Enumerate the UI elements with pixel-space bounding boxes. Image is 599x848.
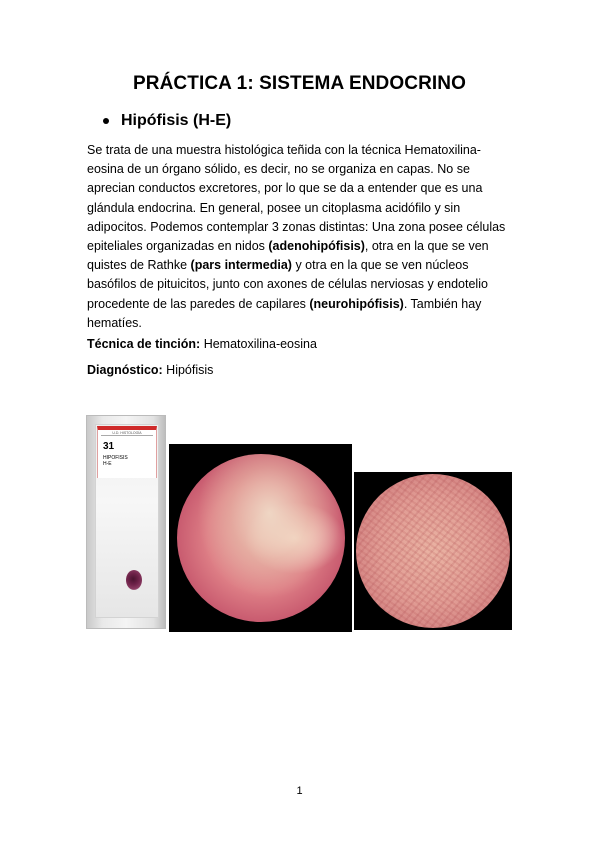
page-title: PRÁCTICA 1: SISTEMA ENDOCRINO xyxy=(133,73,466,94)
slide-label-number: 31 xyxy=(103,441,115,452)
slide-label-line1: HIPOFISIS xyxy=(103,455,128,461)
description-paragraph xyxy=(87,141,517,333)
slide-label-header: U.D. HISTOLOGÍA xyxy=(101,431,153,436)
term-neurohipofisis: (neurohipófisis) xyxy=(309,296,404,311)
paragraph-text-4: . También hay hematíes. xyxy=(87,296,482,330)
paragraph-text-3: y otra en la que se ven núcleos basófilos de pituicitos, junto con axones de células nerviosas y endotelio procedente de las paredes de capilares xyxy=(87,258,488,311)
slide-label-line2: H-E xyxy=(103,461,112,467)
slide-label-text xyxy=(103,455,128,467)
page-number: 1 xyxy=(296,785,303,797)
staining-technique xyxy=(87,337,317,351)
staining-technique-label: Técnica de tinción: xyxy=(87,337,201,351)
diagnosis xyxy=(87,363,213,377)
paragraph-text-1: Se trata de una muestra histológica teñida con la técnica Hematoxilina-eosina de un órgano sólido, es decir, no se organiza en capas. No se aprecian conductos excretores, por lo que se da a entender que es una glándula endocrina. En general, posee un citoplasma acidófilo y sin adipocitos. Podemos contemplar 3 zonas distintas: Una zona posee células epiteliales organizadas en nidos xyxy=(87,143,506,254)
glass-slide-photo xyxy=(86,415,166,629)
tissue-sample xyxy=(126,570,142,590)
term-adenohipofisis: (adenohipófisis) xyxy=(268,239,365,254)
microscope-field xyxy=(177,454,345,622)
slide-label xyxy=(97,426,157,478)
micrograph-low-magnification xyxy=(169,444,352,632)
slide-glass xyxy=(95,424,159,618)
section-heading xyxy=(103,112,231,130)
bullet-icon xyxy=(103,118,109,124)
diagnosis-label: Diagnóstico: xyxy=(87,363,163,377)
section-heading-text: Hipófisis (H-E) xyxy=(121,112,232,129)
microscope-field xyxy=(356,474,510,628)
paragraph-text-2: , otra en la que se ven quistes de Rathke xyxy=(87,239,489,273)
diagnosis-value: Hipófisis xyxy=(162,363,214,377)
staining-technique-value: Hematoxilina-eosina xyxy=(200,337,317,351)
micrograph-high-magnification xyxy=(354,472,512,630)
term-pars-intermedia: (pars intermedia) xyxy=(190,258,292,273)
